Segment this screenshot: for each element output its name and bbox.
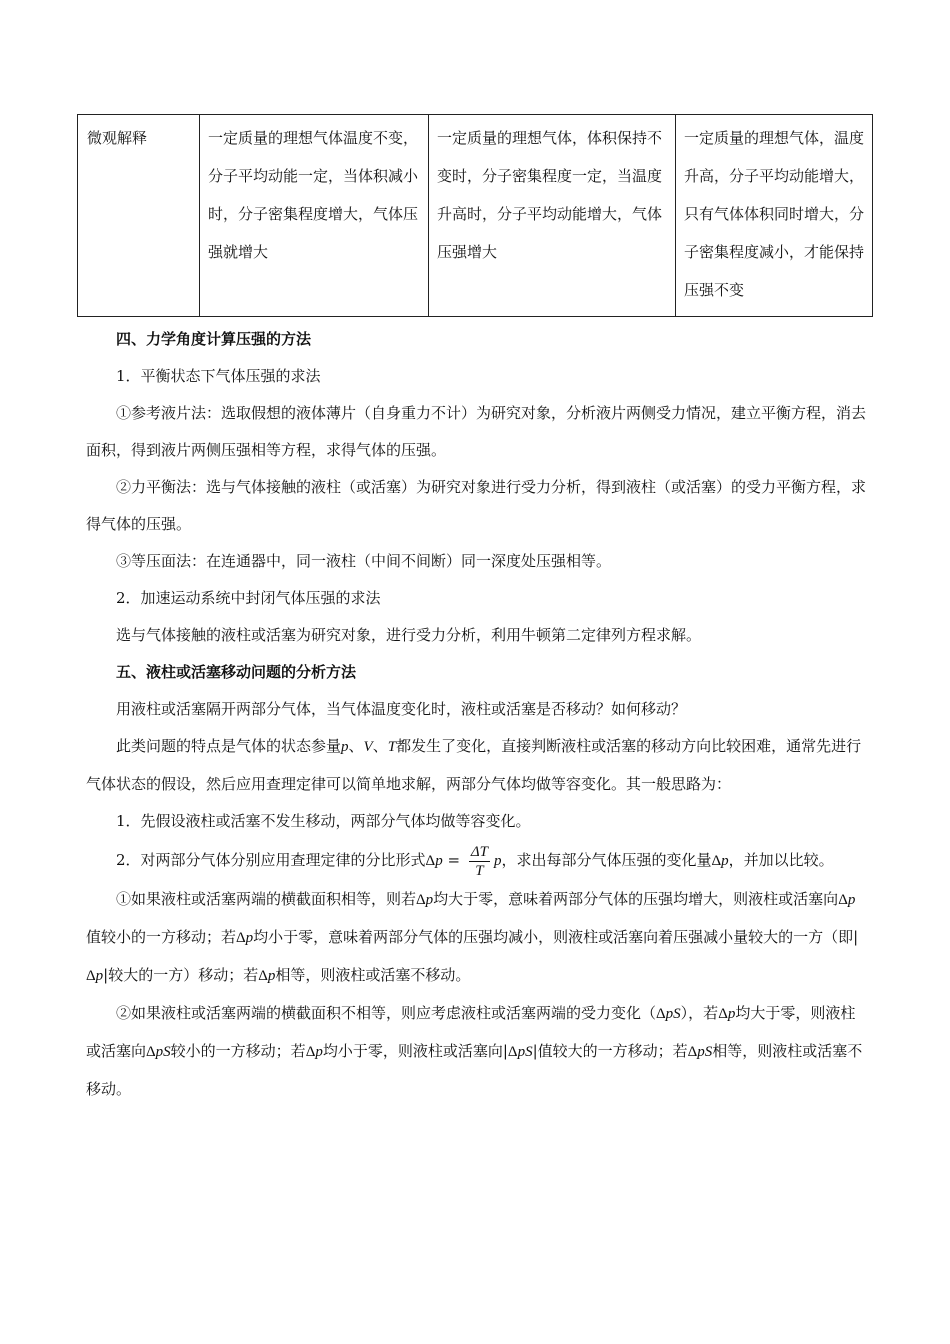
table-cell-isobaric: 一定质量的理想气体，温度升高，分子平均动能增大，只有气体体积同时增大，分子密集程度减小，才能保持压强不变 bbox=[676, 115, 873, 317]
section5-step2: 2．对两部分气体分别应用查理定律的分比形式Δp = $\frac{\Delta T}{T}$ p，求出每部分气体压强的变化量Δp，并加以比较。 bbox=[116, 843, 834, 879]
section4-method3: ③等压面法：在连通器中，同一液柱（中间不间断）同一深度处压强相等。 bbox=[116, 552, 612, 570]
section5-title: 五、液柱或活塞移动问题的分析方法 bbox=[116, 663, 357, 681]
section4-item2: 2．加速运动系统中封闭气体压强的求法 bbox=[116, 589, 381, 607]
table-cell-isochoric: 一定质量的理想气体，体积保持不变时，分子密集程度一定，当温度升高时，分子平均动能增大，气体压强增大 bbox=[429, 115, 676, 317]
section5-intro: 用液柱或活塞隔开两部分气体，当气体温度变化时，液柱或活塞是否移动？如何移动？ bbox=[116, 700, 687, 718]
micro-explanation-table bbox=[77, 114, 873, 317]
section4-item1: 1．平衡状态下气体压强的求法 bbox=[116, 367, 321, 385]
formula-fraction: $\frac{\Delta T}{T}$ bbox=[470, 843, 488, 879]
var-T: T bbox=[387, 739, 397, 755]
var-p: p bbox=[341, 739, 349, 755]
table-row bbox=[78, 115, 873, 317]
table-row-header: 微观解释 bbox=[78, 115, 200, 317]
section5-case1: ①如果液柱或活塞两端的横截面积相等，则若Δp均大于零，意味着两部分气体的压强均增大，则液柱或活塞向Δp值较小的一方移动；若Δp均小于零，意味着两部分气体的压强均减小，则液柱或活塞向着压强减小量较大的一方（即|Δp|较大的一方）移动；若Δp相等，则液柱或活塞不移动。 bbox=[86, 890, 859, 984]
section4-title: 四、力学角度计算压强的方法 bbox=[116, 330, 312, 348]
section4-method2: ②力平衡法：选与气体接触的液柱（或活塞）为研究对象进行受力分析，得到液柱（或活塞）的受力平衡方程，求得气体的压强。 bbox=[86, 478, 867, 533]
document-body bbox=[86, 321, 866, 1108]
section4-method1: ①参考液片法：选取假想的液体薄片（自身重力不计）为研究对象，分析液片两侧受力情况，建立平衡方程，消去面积，得到液片两侧压强相等方程，求得气体的压强。 bbox=[86, 404, 867, 459]
formula-delta-p: Δp bbox=[425, 853, 443, 869]
section5-step1: 1．先假设液柱或活塞不发生移动，两部分气体均做等容变化。 bbox=[116, 812, 531, 830]
var-V: V bbox=[363, 739, 373, 755]
table-cell-isothermal: 一定质量的理想气体温度不变，分子平均动能一定，当体积减小时，分子密集程度增大，气体压强就增大 bbox=[200, 115, 429, 317]
section5-description: 此类问题的特点是气体的状态参量p、V、T都发生了变化，直接判断液柱或活塞的移动方向比较困难，通常先进行气体状态的假设，然后应用查理定律可以简单地求解，两部分气体均做等容变化。其一般思路为： bbox=[86, 737, 862, 793]
section4-item2-text: 选与气体接触的液柱或活塞为研究对象，进行受力分析，利用牛顿第二定律列方程求解。 bbox=[116, 626, 702, 644]
section5-case2: ②如果液柱或活塞两端的横截面积不相等，则应考虑液柱或活塞两端的受力变化（ΔpS），若Δp均大于零，则液柱或活塞向ΔpS较小的一方移动；若Δp均小于零，则液柱或活塞向|ΔpS|值较大的一方移动；若ΔpS相等，则液柱或活塞不移动。 bbox=[86, 1004, 863, 1098]
